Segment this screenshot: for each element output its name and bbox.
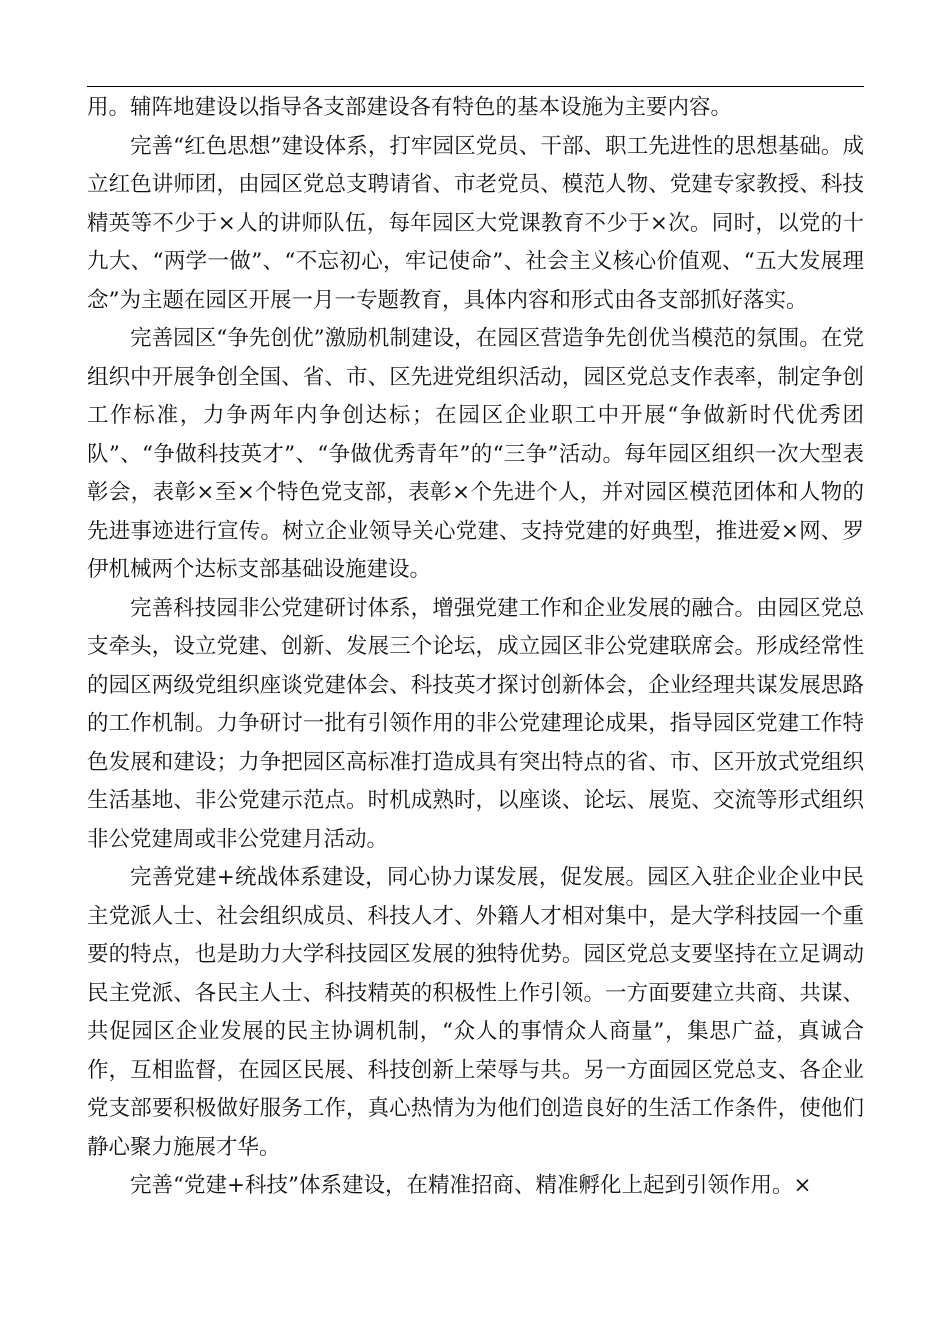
paragraph-strive-excellence: 完善园区“争先创优”激励机制建设，在园区营造争先创优当模范的氛围。在党组织中开展争创全国、省、市、区先进党组织活动，园区党总支作表率，制定争创工作标准，力争两年内争创达标；在园区企业职工中开展“争做新时代优秀团队”、“争做科技英才”、“争做优秀青年”的“三争”活动。每年园区组织一次大型表彰会，表彰×至×个特色党支部，表彰×个先进个人，并对园区模范团体和人物的先进事迹进行宣传。树立企业领导关心党建、支持党建的好典型，推进爱×网、罗伊机械两个达标支部基础设施建设。 (87, 326, 864, 582)
header-rule (87, 86, 864, 87)
paragraph-party-tech: 完善“党建+科技”体系建设，在精准招商、精准孵化上起到引领作用。× (130, 1173, 812, 1198)
paragraph-non-public-party-seminar: 完善科技园非公党建研讨体系，增强党建工作和企业发展的融合。由园区党总支牵头，设立党建、创新、发展三个论坛，成立园区非公党建联席会。形成经常性的园区两级党组织座谈党建体会、科技英才探讨创新体会，企业经理共谋发展思路的工作机制。力争研讨一批有引领作用的非公党建理论成果，指导园区党建工作特色发展和建设；力争把园区高标准打造成具有突出特点的省、市、区开放式党组织生活基地、非公党建示范点。时机成熟时，以座谈、论坛、展览、交流等形式组织非公党建周或非公党建月活动。 (87, 595, 864, 852)
paragraph-continuation: 用。辅阵地建设以指导各支部建设各有特色的基本设施为主要内容。 (87, 95, 733, 120)
document-body (87, 89, 864, 1206)
paragraph-united-front: 完善党建+统战体系建设，同心协力谋发展，促发展。园区入驻企业企业中民主党派人士、社会组织成员、科技人才、外籍人才相对集中，是大学科技园一个重要的特点，也是助力大学科技园区发展的独特优势。园区党总支要坚持在立足调动民主党派、各民主人士、科技精英的积极性上作引领。一方面要建立共商、共谋、共促园区企业发展的民主协调机制，“众人的事情众人商量”，集思广益，真诚合作，互相监督，在园区民展、科技创新上荣辱与共。另一方面园区党总支、各企业党支部要积极做好服务工作，真心热情为为他们创造良好的生活工作条件，使他们静心聚力施展才华。 (87, 865, 864, 1160)
paragraph-red-thought: 完善“红色思想”建设体系，打牢园区党员、干部、职工先进性的思想基础。成立红色讲师团，由园区党总支聘请省、市老党员、模范人物、党建专家教授、科技精英等不少于×人的讲师队伍，每年园区大党课教育不少于×次。同时，以党的十九大、“两学一做”、“不忘初心，牢记使命”、社会主义核心价值观、“五大发展理念”为主题在园区开展一月一专题教育，具体内容和形式由各支部抓好落实。 (87, 133, 864, 313)
